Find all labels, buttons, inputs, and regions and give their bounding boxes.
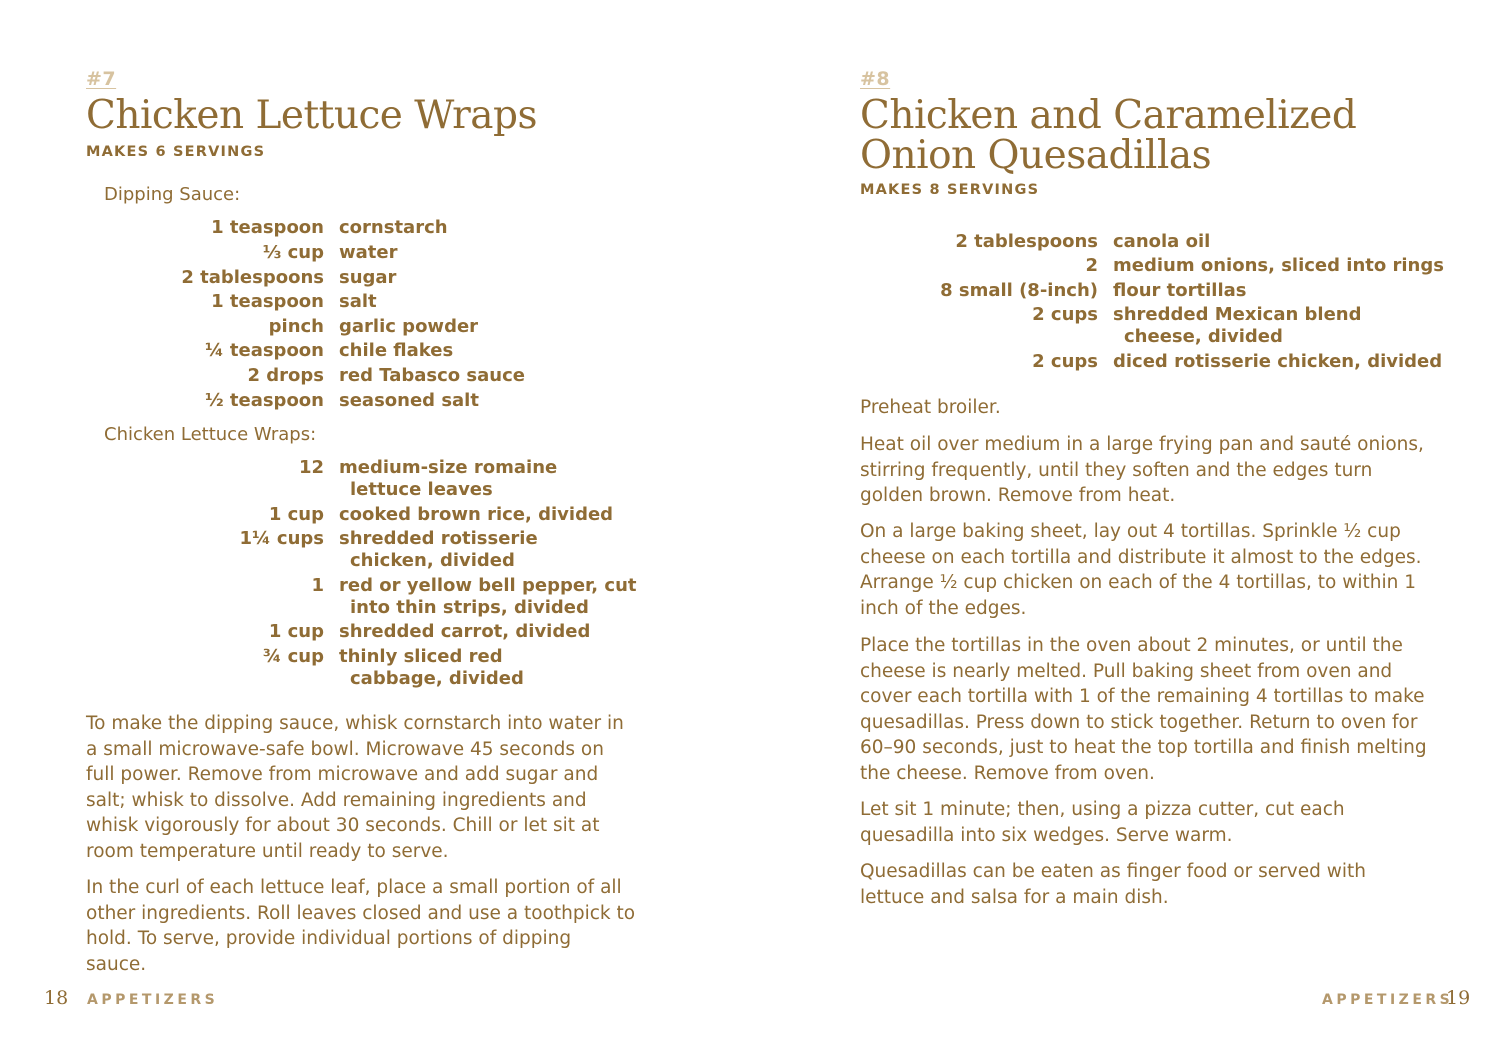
ingredient-qty: 8 small (8-inch) xyxy=(940,280,1098,301)
recipe-title xyxy=(860,93,1357,178)
ingredient-qty: ⅓ cup xyxy=(262,242,324,263)
ingredient-item-line: cabbage, divided xyxy=(350,668,524,689)
ingredient-qty: 2 cups xyxy=(1032,304,1098,325)
instruction-paragraph: Quesadillas can be eaten as finger food or served with lettuce and salsa for a main dish. xyxy=(860,861,1366,908)
ingredient-qty: 1 xyxy=(311,575,324,596)
page-number: 18 xyxy=(44,987,69,1009)
instruction-paragraph: On a large baking sheet, lay out 4 tortillas. Sprinkle ½ cup cheese on each tortilla and distribute it almost to the edges. Arrange ½ cup chicken on each of the 4 tortillas, to within 1 inch of the edges. xyxy=(860,521,1422,619)
section-name: APPETIZERS xyxy=(87,992,219,1008)
recipe-title-line: Onion Quesadillas xyxy=(860,133,1212,178)
ingredient-qty: 12 xyxy=(298,457,324,478)
section-name: APPETIZERS xyxy=(1322,992,1454,1008)
servings: MAKES 6 SERVINGS xyxy=(86,144,266,160)
ingredient-item: cooked brown rice, divided xyxy=(339,504,614,525)
ingredient-item: flour tortillas xyxy=(1113,280,1247,301)
ingredient-item-line: lettuce leaves xyxy=(350,479,493,500)
ingredient-qty: 2 cups xyxy=(1032,351,1098,372)
ingredient-qty: 2 xyxy=(1085,255,1098,276)
ingredient-qty: pinch xyxy=(268,316,324,337)
ingredient-item-line: into thin strips, divided xyxy=(350,597,589,618)
ingredient-item-line: red or yellow bell pepper, cut xyxy=(339,575,637,596)
sauce-label: Dipping Sauce: xyxy=(104,184,241,205)
ingredient-qty: ¼ teaspoon xyxy=(204,340,324,361)
ingredient-item-line: thinly sliced red xyxy=(339,646,503,667)
servings: MAKES 8 SERVINGS xyxy=(860,182,1040,198)
ingredient-item: sugar xyxy=(339,267,397,288)
ingredient-item: seasoned salt xyxy=(339,390,479,411)
ingredient-qty: 1 cup xyxy=(268,621,324,642)
ingredient-item: shredded carrot, divided xyxy=(339,621,591,642)
instruction-paragraph: In the curl of each lettuce leaf, place a small portion of all other ingredients. Roll leaves closed and use a toothpick to hold. To serve, provide individual portions of dipping sauce. xyxy=(86,877,636,975)
ingredient-item: medium onions, sliced into rings xyxy=(1113,255,1444,276)
ingredient-item: garlic powder xyxy=(339,316,479,337)
ingredient-qty: 2 tablespoons xyxy=(181,267,324,288)
ingredient-item: salt xyxy=(339,291,377,312)
ingredient-item xyxy=(339,528,538,572)
ingredient-qty: 1 teaspoon xyxy=(211,217,324,238)
ingredient-item: canola oil xyxy=(1113,231,1211,252)
ingredient-qty: 1 cup xyxy=(268,504,324,525)
ingredient-qty: 2 tablespoons xyxy=(955,231,1098,252)
instruction-paragraph: Let sit 1 minute; then, using a pizza cutter, cut each quesadilla into six wedges. Serve warm. xyxy=(860,799,1345,846)
recipe-title-line: Chicken and Caramelized xyxy=(860,93,1357,138)
ingredient-qty: 1 teaspoon xyxy=(211,291,324,312)
wraps-label: Chicken Lettuce Wraps: xyxy=(104,424,317,445)
ingredient-item xyxy=(339,575,636,619)
ingredient-item xyxy=(339,457,557,501)
instruction-paragraph: Preheat broiler. xyxy=(860,397,1001,418)
ingredient-item xyxy=(1113,304,1362,348)
instruction-paragraph: Place the tortillas in the oven about 2 minutes, or until the cheese is nearly melted. Pull baking sheet from oven and cover each tortilla with 1 of the remaining 4 tortillas to make quesadillas. Press down to stick together. Return to oven for 60–90 seconds, just to heat the top tortilla and finish melting the cheese. Remove from oven. xyxy=(860,635,1427,784)
ingredient-qty: ½ teaspoon xyxy=(204,390,324,411)
instruction-paragraph: To make the dipping sauce, whisk cornstarch into water in a small microwave-safe bowl. Microwave 45 seconds on full power. Remove from microwave and add sugar and salt; whisk to dissolve. Add remaining ingredients and whisk vigorously for about 30 seconds. Chill or let sit at room temperature until ready to serve. xyxy=(86,713,624,862)
ingredient-item: red Tabasco sauce xyxy=(339,365,525,386)
ingredient-qty: ¾ cup xyxy=(262,646,324,667)
ingredient-item-line: shredded Mexican blend xyxy=(1113,304,1362,325)
instruction-paragraph: Heat oil over medium in a large frying pan and sauté onions, stirring frequently, until they soften and the edges turn golden brown. Remove from heat. xyxy=(860,434,1424,506)
ingredient-item xyxy=(339,646,524,690)
recipe-title: Chicken Lettuce Wraps xyxy=(86,93,537,138)
ingredient-item-line: chicken, divided xyxy=(350,550,515,571)
ingredient-item: cornstarch xyxy=(339,217,448,238)
ingredient-item: water xyxy=(339,242,398,263)
page-number: 19 xyxy=(1446,987,1471,1009)
recipe-number: #8 xyxy=(860,68,891,90)
ingredient-item: diced rotisserie chicken, divided xyxy=(1113,351,1443,372)
recipe-number: #7 xyxy=(86,68,117,90)
ingredient-qty: 2 drops xyxy=(247,365,324,386)
ingredient-item-line: cheese, divided xyxy=(1124,326,1283,347)
ingredient-item: chile flakes xyxy=(339,340,454,361)
ingredient-item-line: medium-size romaine xyxy=(339,457,558,478)
ingredient-item-line: shredded rotisserie xyxy=(339,528,538,549)
right-page xyxy=(756,0,1512,1044)
ingredient-qty: 1¼ cups xyxy=(239,528,324,549)
